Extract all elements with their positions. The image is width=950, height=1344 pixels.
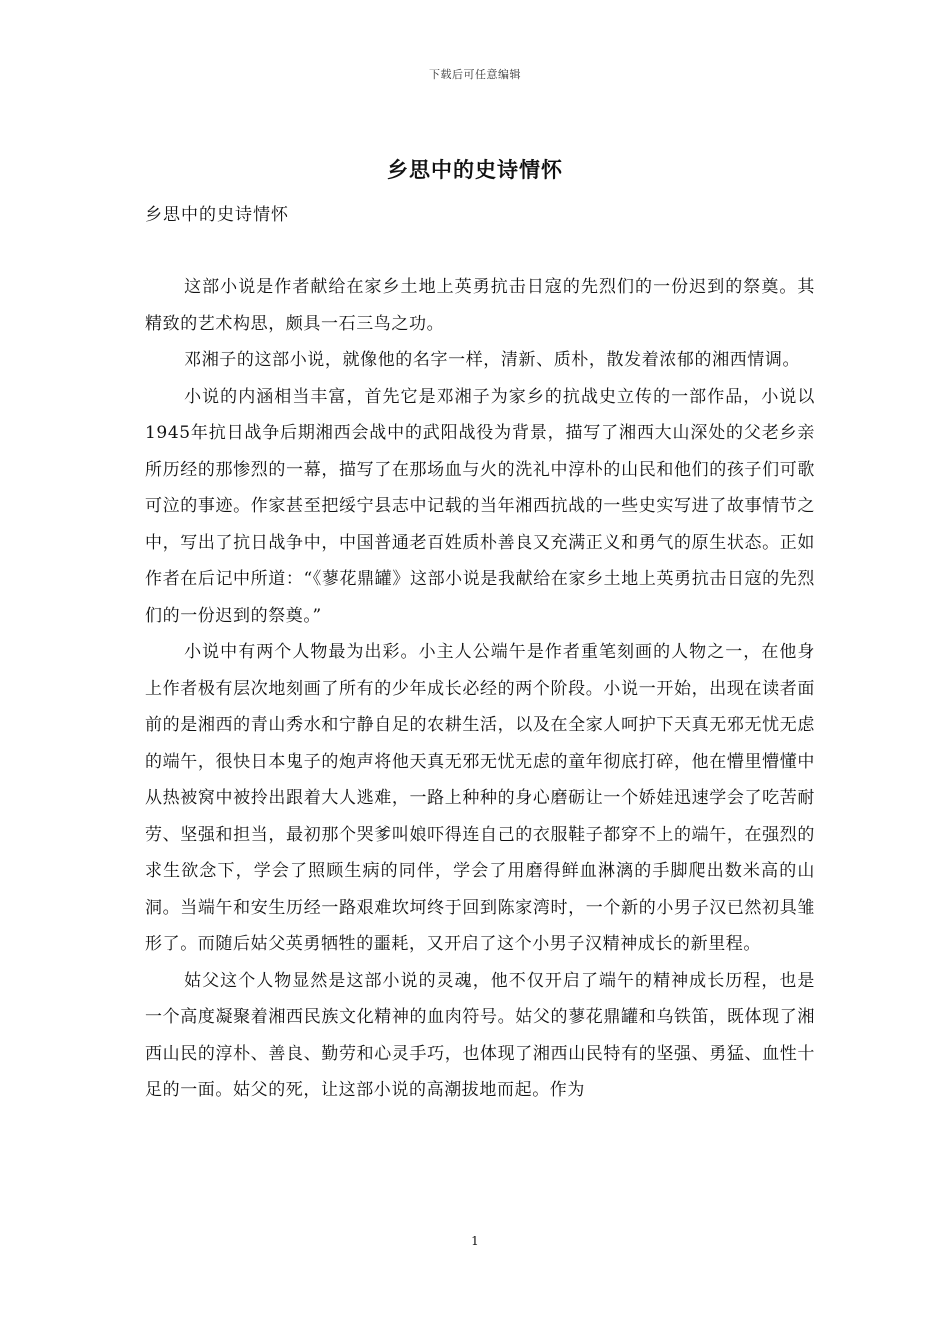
body-paragraph-4: 小说中有两个人物最为出彩。小主人公端午是作者重笔刻画的人物之一，在他身上作者极有层次地刻画了所有的少年成长必经的两个阶段。小说一开始，出现在读者面前的是湘西的青山秀水和宁静自足的农耕生活，以及在全家人呵护下天真无邪无忧无虑的端午，很快日本鬼子的炮声将他天真无邪无忧无虑的童年彻底打碎，他在懵里懵懂中从热被窝中被拎出跟着大人逃难，一路上种种的身心磨砺让一个娇娃迅速学会了吃苦耐劳、坚强和担当，最初那个哭爹叫娘吓得连自己的衣服鞋子都穿不上的端午，在强烈的求生欲念下，学会了照顾生病的同伴，学会了用磨得鲜血淋漓的手脚爬出数米高的山洞。当端午和安生历经一路艰难坎坷终于回到陈家湾时，一个新的小男子汉已然初具雏形了。而随后姑父英勇牺牲的噩耗，又开启了这个小男子汉精神成长的新里程。 bbox=[145, 642, 815, 954]
page-number: 1 bbox=[471, 1234, 479, 1248]
document-title: 乡思中的史诗情怀 bbox=[387, 157, 563, 182]
body-paragraph-5: 姑父这个人物显然是这部小说的灵魂，他不仅开启了端午的精神成长历程，也是一个高度凝聚着湘西民族文化精神的血肉符号。姑父的蓼花鼎罐和乌铁笛，既体现了湘西山民的淳朴、善良、勤劳和心灵手巧，也体现了湘西山民特有的坚强、勇猛、血性十足的一面。姑父的死，让这部小说的高潮拔地而起。作为 bbox=[145, 970, 815, 1100]
page-header-note: 下载后可任意编辑 bbox=[429, 68, 521, 81]
body-paragraph-1: 这部小说是作者献给在家乡土地上英勇抗击日寇的先烈们的一份迟到的祭奠。其精致的艺术构思，颇具一石三鸟之功。 bbox=[145, 277, 815, 334]
document-body bbox=[145, 269, 815, 1109]
document-subtitle: 乡思中的史诗情怀 bbox=[145, 205, 289, 225]
body-paragraph-3: 小说的内涵相当丰富，首先它是邓湘子为家乡的抗战史立传的一部作品，小说以1945年抗日战争后期湘西会战中的武阳战役为背景，描写了湘西大山深处的父老乡亲所历经的那惨烈的一幕，描写了在那场血与火的洗礼中淳朴的山民和他们的孩子们可歌可泣的事迹。作家甚至把绥宁县志中记载的当年湘西抗战的一些史实写进了故事情节之中，写出了抗日战争中，中国普通老百姓质朴善良又充满正义和勇气的原生状态。正如作者在后记中所道：“《蓼花鼎罐》这部小说是我献给在家乡土地上英勇抗击日寇的先烈们的一份迟到的祭奠。” bbox=[145, 386, 815, 626]
body-paragraph-2: 邓湘子的这部小说，就像他的名字一样，清新、质朴，散发着浓郁的湘西情调。 bbox=[184, 350, 801, 370]
